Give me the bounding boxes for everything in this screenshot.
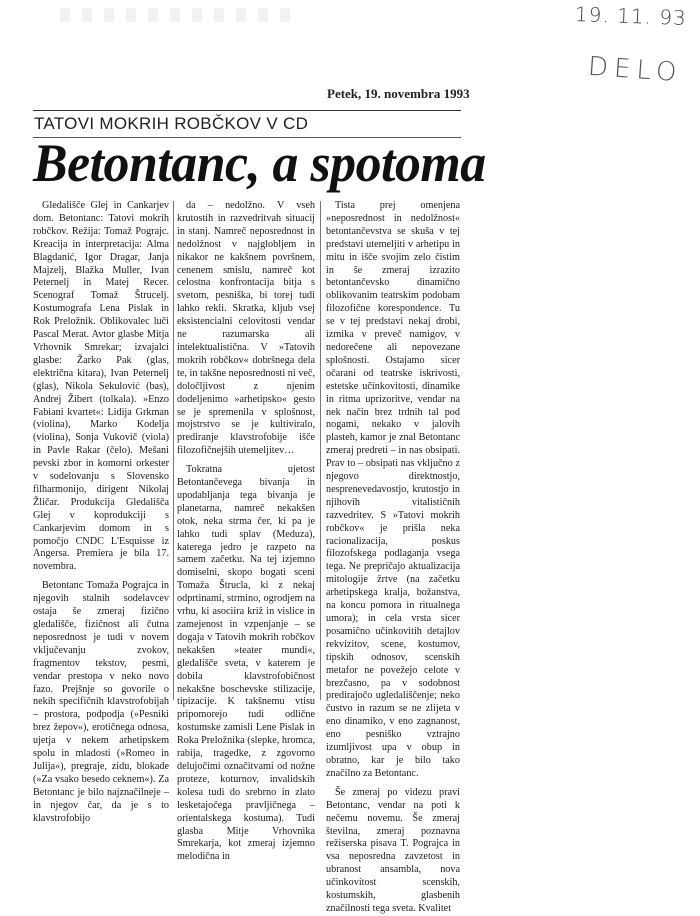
article-column-3 — [326, 200, 460, 914]
handwritten-source: DELO — [587, 51, 684, 89]
column-divider — [320, 201, 321, 700]
column-divider — [173, 201, 174, 700]
scan-artifact — [60, 8, 300, 22]
body-paragraph: Betontanc Tomaža Pograjca in njegovih stalnih sodelavcev ostaja še zmeraj fizično gledališče, fizičnost ali čutna neposrednost je tudi v novem vključevanju zvokov, fragmentov tekstov, pesmi, vendar prestopa v neko novo fazo. Prejšnje so govorile o nekih specifičnih klavstrofobijah – prostora, podpodja (»Pesniki brez žepov«), erotičnega odnosa, ujetja v nekem arhetipskem spolu in mladosti (»Romeo in Julija«), pregraje, zidu, blokade (»Za vsako besedo ceknem«). Za Betontanc je bilo najznačilneje – in njegov čar, da je s to klavstrofobijo — [33, 580, 169, 824]
headline: Betontanc, a spotoma — [33, 133, 486, 193]
credits-paragraph: Gledališče Glej in Cankarjev dom. Betontanc: Tatovi mokrih robčkov. Režija: Tomaž Pograjc. Kreacija in interpretacija: Alma Blagdanić, Igor Dragar, Janja Majzelj, Blažka Muller, Ivan Peternelj in Matej Recer. Scenograf Tomaž Štrucelj. Kostumografa Lena Pislak in Rok Preložnik. Oblikovalec luči Pascal Merat. Avtor glasbe Mitja Vrhovnik Smrekar; izvajalci glasbe: Žarko Pak (glas, električna kitara), Ivan Peternelj (glas), Nikola Sekulović (bas), Andrej Žibert (tolkala). »Enzo Fabiani kvartet«: Lidija Grkman (violina), Marko Kodelja (violina), Sonja Vukovič (viola) in Pavle Rakar (čelo). Mešani pevski zbor in komorni orkester v sodelovanju s Slovensko filharmonijo, dirigent Nikolaj Žličar. Produkcija Gledališča Glej v koprodukciji s Cankarjevim domom in s pomočjo CNDC L'Esquisse iz Angersa. Premiera je bila 17. novembra. — [33, 200, 169, 573]
issue-date: Petek, 19. novembra 1993 — [327, 86, 470, 101]
body-paragraph: Tista prej omenjena »neposrednost in nedolžnost« betontančevstva se skuša v tej predstavi utemeljiti v arhetipu in mitu in išče svojim zelo čistim in še zmeraj izrazito betontančevsko dinamično oblikovanim teatrskim podobam filozofične korespondence. Tu se v tej predstavi nekaj drobi, izmika v preveč namigov, v nedorečene ali nepovezane splošnosti. Ostajamo sicer očarani od teatrske iskrivosti, estetske učinkovitosti, dinamike in ritma uprizoritve, vendar na nek način brez trdnih tal pod nogami, nekako v jalovih plasteh, kamor je znal Betontanc zmeraj predreti – in nas obsipati. Prav to – obsipati nas vključno z njegovo direktnostjo, nesprenevedavostjo, krutostjo in njihovih vitalističnih razvedritev. S »Tatovi mokrih robčkov« je prišla neka racionalizacija, poskus filozofskega podlaganja vsega tega. Ne prepričajo aktualizacija mitologije žrtve (na začetku arhetipskega kralja, božanstva, na koncu pomora in ritualnega umora); in cela vrsta sicer posamično učinkovitih detajlov rekvizitov, scene, kostumov, tipskih odnosov, scenskih metafor ne povežejo celote v brezčasno, pa v sodobnost predirajočo ugledališčenje; neko čustvo in razum se ne zlijeta v eno dinamiko, v eno zagnanost, eno pesniško vztrajno izumljivost upa v obup in obratno, kar je bilo tako značilno za Betontanc. — [326, 200, 460, 779]
article-column-1 — [33, 200, 169, 824]
top-rule — [33, 110, 461, 111]
kicker: TATOVI MOKRIH ROBČKOV V CD — [34, 114, 309, 133]
body-paragraph: da – nedolžno. V vseh krutostih in razvedritvah situacij in stanj. Namreč neposrednost in nedolžnost v najglobljem in nikakor ne kakšnem površnem, cenenem smislu, namreč kot celostna konfrontacija bitja s svetom, pesniška, bi torej tudi lahko rekli. Skratka, kljub vsej eksistencialni celovitosti vendar ne razumarska ali intelektualistična. V »Tatovih mokrih robčkov« dobršnega dela te, in takšne neposrednosti ni več, določljivost z njenim dodeljenimo »arhetipsko« gesto se je spremenila v splošnost, mojstrstvo se je kultiviralo, prediranje klavstrofobije išče filozofičnejših utemeljitev… — [177, 200, 315, 457]
body-paragraph: Tokratna ujetost Betontančevega bivanja in upodabljanja tega bivanja je planetarna, namreč nekakšen otok, neka strma čer, ki pa je lahko tudi splav (Meduza), katerega jedro je razpeto na samem začetku. Na tej izjemno domiselni, skopo bogati sceni Tomaža Štrucla, ki z nekaj odprtinami, strmino, ogrodjem na vrhu, ki asociira križ in vislice in zamejenost in vzpenjanje – se dogaja v Tatovih mokrih robčkov nekakšen »teater mundi«, gledališče sveta, v katerem je dobila klavstrofobičnost nekakšne boschevske stilizacije, tipizacije. K takšnemu vtisu pripomorejo tudi odlične kostumske zamisli Lene Pislak in Roka Preložnika (slepke, hromca, rabija, tragedke, z zgovorno delujočimi označitvami od nožne proteze, koturnov, invalidskih kolesa tudi do srebrno in zlato lesketajočega pravljičnega – orientalskega kostuma). Tudi glasba Mitje Vrhovnika Smrekarja, kot zmeraj izjemno melodična in — [177, 464, 315, 863]
handwritten-date: 19. 11. 93 — [574, 2, 688, 30]
body-paragraph: Še zmeraj po videzu pravi Betontanc, vendar na poti k nečemu novemu. Še zmeraj številna, zmeraj poznavna režiserska pisava T. Pograjca in vsa neposredna zavzetost in ubranost ansambla, nova učinkovitost scenskih, kostumskih, glasbenih značilnosti tega sveta. Kvalitet — [326, 786, 460, 914]
article-column-2 — [177, 200, 315, 863]
